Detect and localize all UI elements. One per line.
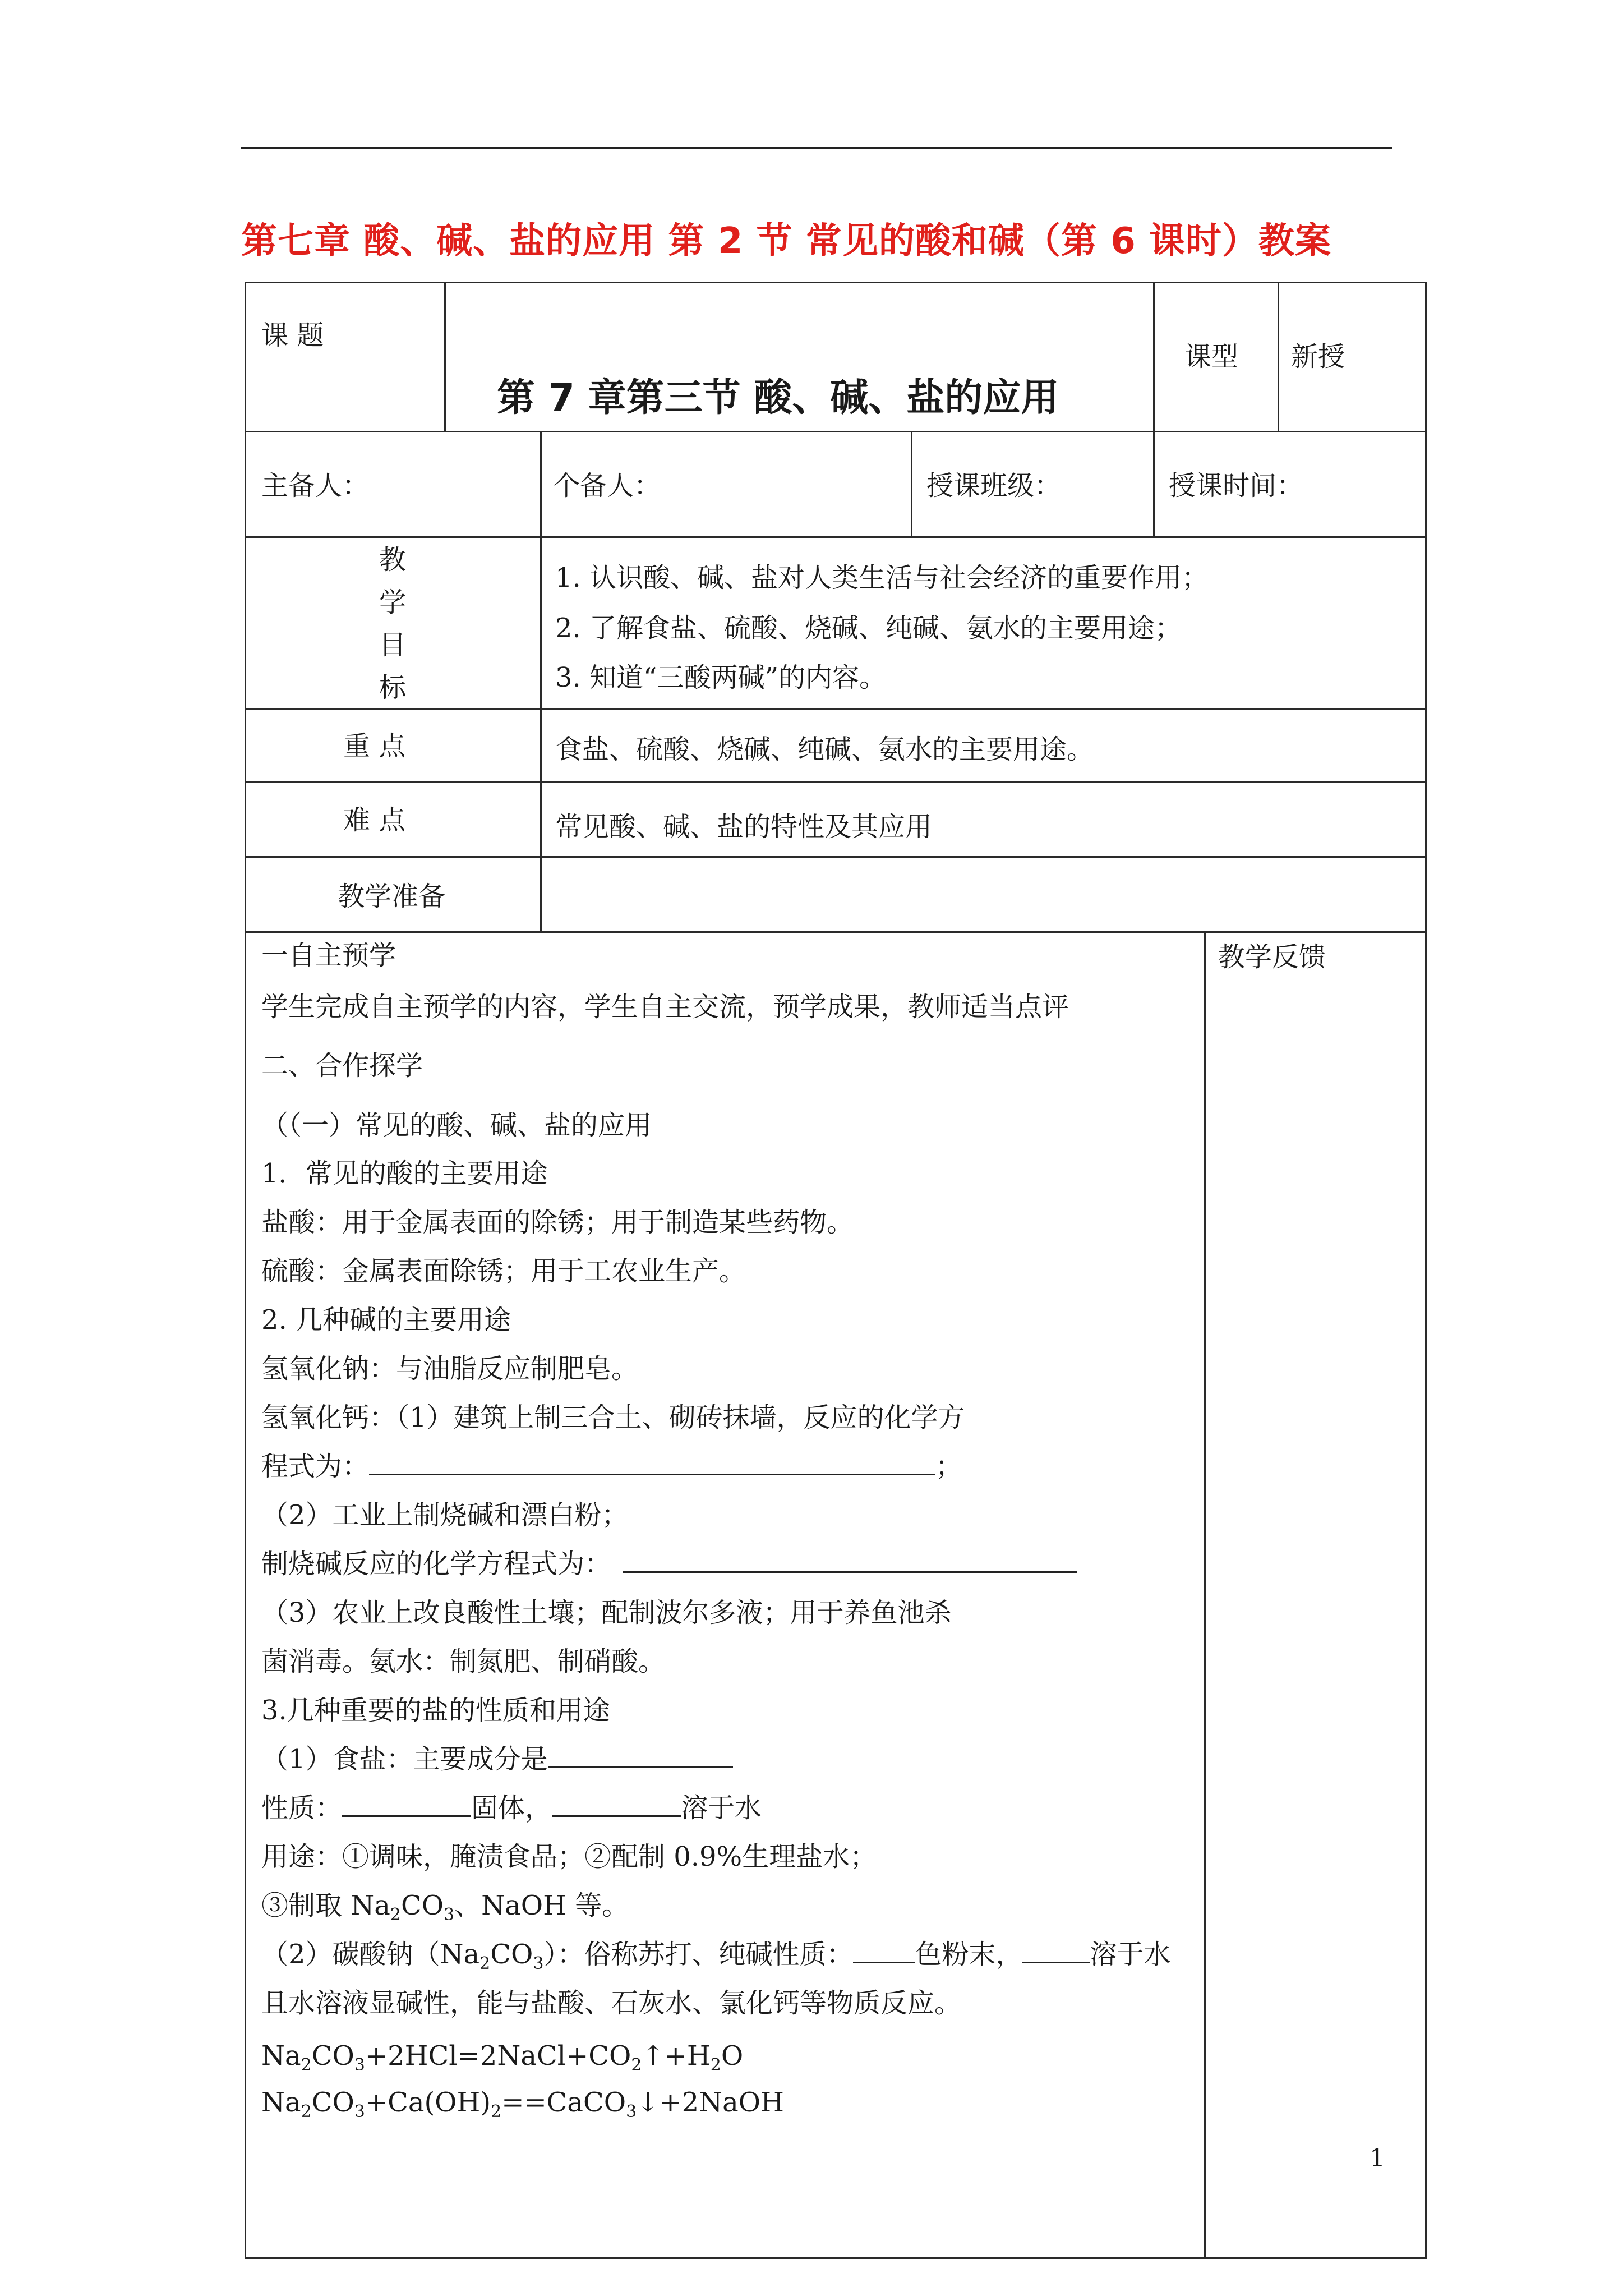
answer-blank[interactable] bbox=[342, 1788, 471, 1817]
table-row-line bbox=[245, 781, 1427, 783]
difficulties-value: 常见酸、碱、盐的特性及其应用 bbox=[555, 811, 933, 843]
fill-in-line bbox=[261, 1784, 1215, 1833]
text-run: +Ca(OH) bbox=[365, 2087, 491, 2118]
answer-blank[interactable] bbox=[369, 1447, 935, 1475]
table-border-right bbox=[1425, 282, 1427, 2259]
answer-blank[interactable] bbox=[853, 1935, 915, 1963]
fill-in-suffix: ； bbox=[935, 1451, 963, 1482]
subscript: 3 bbox=[533, 1954, 544, 1973]
paragraph: 氢氧化钙：（1）建筑上制三合土、砌砖抹墙，反应的化学方 bbox=[261, 1402, 965, 1433]
paragraph: （3）农业上改良酸性土壤；配制波尔多液；用于养鱼池杀 bbox=[261, 1597, 952, 1628]
fill-in-line bbox=[261, 1540, 1215, 1589]
fill-in-line bbox=[261, 1442, 1215, 1491]
text-run: ）：俗称苏打、纯碱性质： bbox=[543, 1939, 854, 1970]
table-col-line bbox=[540, 431, 542, 537]
text-run: 、NaOH 等。 bbox=[454, 1890, 629, 1921]
table-col-line bbox=[911, 431, 912, 537]
class-label: 授课班级： bbox=[926, 470, 1062, 501]
objective-item: 1. 认识酸、碱、盐对人类生活与社会经济的重要作用； bbox=[555, 562, 1209, 593]
key-points-value: 食盐、硫酸、烧碱、纯碱、氨水的主要用途。 bbox=[555, 734, 1094, 765]
subscript: 2 bbox=[301, 2055, 312, 2075]
topic-label: 课 题 bbox=[261, 320, 324, 351]
fill-in-prefix: 性质： bbox=[261, 1792, 343, 1824]
paragraph: 且水溶液显碱性，能与盐酸、石灰水、氯化钙等物质反应。 bbox=[261, 1987, 962, 2019]
answer-blank[interactable] bbox=[552, 1788, 681, 1817]
objectives-label-char: 学 bbox=[379, 587, 406, 618]
paragraph bbox=[261, 1881, 1215, 1930]
answer-blank[interactable] bbox=[623, 1544, 1077, 1573]
subscript: 3 bbox=[444, 1905, 455, 1925]
topic-title: 第 7 章第三节 酸、碱、盐的应用 bbox=[497, 376, 1059, 420]
fill-in-line bbox=[261, 1735, 1215, 1784]
feedback-label: 教学反馈 bbox=[1218, 941, 1326, 973]
lesson-type-value: 新授 bbox=[1291, 341, 1345, 372]
text-run: ==CaCO bbox=[501, 2087, 626, 2118]
section-heading: 二、合作探学 bbox=[261, 1050, 423, 1082]
table-col-line bbox=[1153, 282, 1155, 432]
lead-preparer-label: 主备人： bbox=[261, 470, 370, 501]
table-row-line bbox=[245, 536, 1427, 538]
paragraph: 用途：①调味，腌渍食品；②配制 0.9%生理盐水； bbox=[261, 1841, 877, 1872]
paragraph: 氢氧化钠：与油脂反应制肥皂。 bbox=[261, 1353, 639, 1384]
table-col-line bbox=[1153, 431, 1155, 537]
paragraph: 3.几种重要的盐的性质和用途 bbox=[261, 1695, 610, 1726]
preparation-label: 教学准备 bbox=[338, 881, 446, 912]
text-run: Na bbox=[261, 2040, 301, 2072]
objectives-label bbox=[370, 539, 415, 709]
equation bbox=[261, 2078, 1215, 2127]
table-row-line bbox=[245, 431, 1427, 432]
objectives-label-char: 目 bbox=[379, 629, 406, 661]
document-title: 第七章 酸、碱、盐的应用 第 2 节 常见的酸和碱（第 6 课时）教案 bbox=[241, 220, 1332, 262]
fill-in-suffix: 溶于水 bbox=[681, 1792, 762, 1824]
page-number: 1 bbox=[1370, 2144, 1385, 2173]
answer-blank[interactable] bbox=[548, 1740, 733, 1768]
objective-item: 2. 了解食盐、硫酸、烧碱、纯碱、氨水的主要用途； bbox=[555, 613, 1182, 644]
time-label: 授课时间： bbox=[1169, 470, 1304, 501]
paragraph: 1．常见的酸的主要用途 bbox=[261, 1158, 548, 1189]
paragraph: 2. 几种碱的主要用途 bbox=[261, 1304, 511, 1336]
paragraph: 菌消毒。氨水：制氮肥、制硝酸。 bbox=[261, 1646, 666, 1677]
text-run: （2）碳酸钠（Na bbox=[261, 1939, 480, 1970]
table-col-line bbox=[1278, 282, 1279, 432]
paragraph: （2）工业上制烧碱和漂白粉； bbox=[261, 1499, 629, 1531]
text-run: ↑+H bbox=[642, 2040, 711, 2072]
objectives-label-char: 标 bbox=[379, 672, 406, 703]
table-row-line bbox=[245, 856, 1427, 858]
individual-preparer-label: 个备人： bbox=[553, 470, 661, 501]
subscript: 2 bbox=[631, 2055, 642, 2075]
subscript: 2 bbox=[301, 2102, 312, 2122]
text-run: 溶于水 bbox=[1090, 1939, 1171, 1970]
equation bbox=[261, 2028, 1215, 2078]
lesson-content bbox=[261, 931, 1215, 2127]
text-run: ③制取 Na bbox=[261, 1890, 390, 1921]
fill-in-text: 固体， bbox=[471, 1792, 552, 1824]
table-border-left bbox=[245, 282, 246, 2259]
lesson-type-label: 课型 bbox=[1184, 341, 1239, 372]
subscript: 3 bbox=[354, 2055, 365, 2075]
text-run: CO bbox=[490, 1939, 533, 1970]
table-col-line bbox=[444, 282, 446, 432]
fill-in-line bbox=[261, 1930, 1215, 1979]
text-run: CO bbox=[311, 2087, 354, 2118]
paragraph: 盐酸：用于金属表面的除锈；用于制造某些药物。 bbox=[261, 1207, 854, 1238]
text-run: ↓+2NaOH bbox=[637, 2087, 784, 2118]
header-rule bbox=[241, 147, 1392, 149]
key-points-label: 重 点 bbox=[343, 730, 406, 762]
objective-item: 3. 知道“三酸两碱”的内容。 bbox=[555, 662, 887, 693]
fill-in-prefix: 程式为： bbox=[261, 1451, 370, 1482]
table-border-bottom bbox=[245, 2257, 1427, 2259]
fill-in-prefix: （1）食盐：主要成分是 bbox=[261, 1743, 548, 1775]
paragraph: 硫酸：金属表面除锈；用于工农业生产。 bbox=[261, 1255, 746, 1287]
text-run: Na bbox=[261, 2087, 301, 2118]
table-row-line bbox=[245, 708, 1427, 710]
subscript: 3 bbox=[354, 2102, 365, 2122]
subsection-heading: （（一）常见的酸、碱、盐的应用 bbox=[261, 1110, 652, 1141]
paragraph: 学生完成自主预学的内容，学生自主交流，预学成果，教师适当点评 bbox=[261, 991, 1069, 1023]
text-run: 色粉末， bbox=[915, 1939, 1023, 1970]
answer-blank[interactable] bbox=[1022, 1935, 1090, 1963]
subscript: 2 bbox=[710, 2055, 721, 2075]
subscript: 2 bbox=[479, 1954, 491, 1973]
table-border-top bbox=[245, 282, 1427, 283]
fill-in-prefix: 制烧碱反应的化学方程式为： bbox=[261, 1548, 612, 1580]
section-heading: 一自主预学 bbox=[261, 940, 396, 971]
objectives-label-char: 教 bbox=[379, 544, 406, 576]
text-run: CO bbox=[311, 2040, 354, 2072]
text-run: O bbox=[721, 2040, 744, 2072]
subscript: 3 bbox=[626, 2102, 637, 2122]
text-run: +2HCl=2NaCl+CO bbox=[365, 2040, 631, 2072]
subscript: 2 bbox=[491, 2102, 502, 2122]
subscript: 2 bbox=[390, 1905, 401, 1925]
text-run: CO bbox=[400, 1890, 444, 1921]
difficulties-label: 难 点 bbox=[343, 804, 406, 836]
table-col-line bbox=[540, 536, 542, 932]
